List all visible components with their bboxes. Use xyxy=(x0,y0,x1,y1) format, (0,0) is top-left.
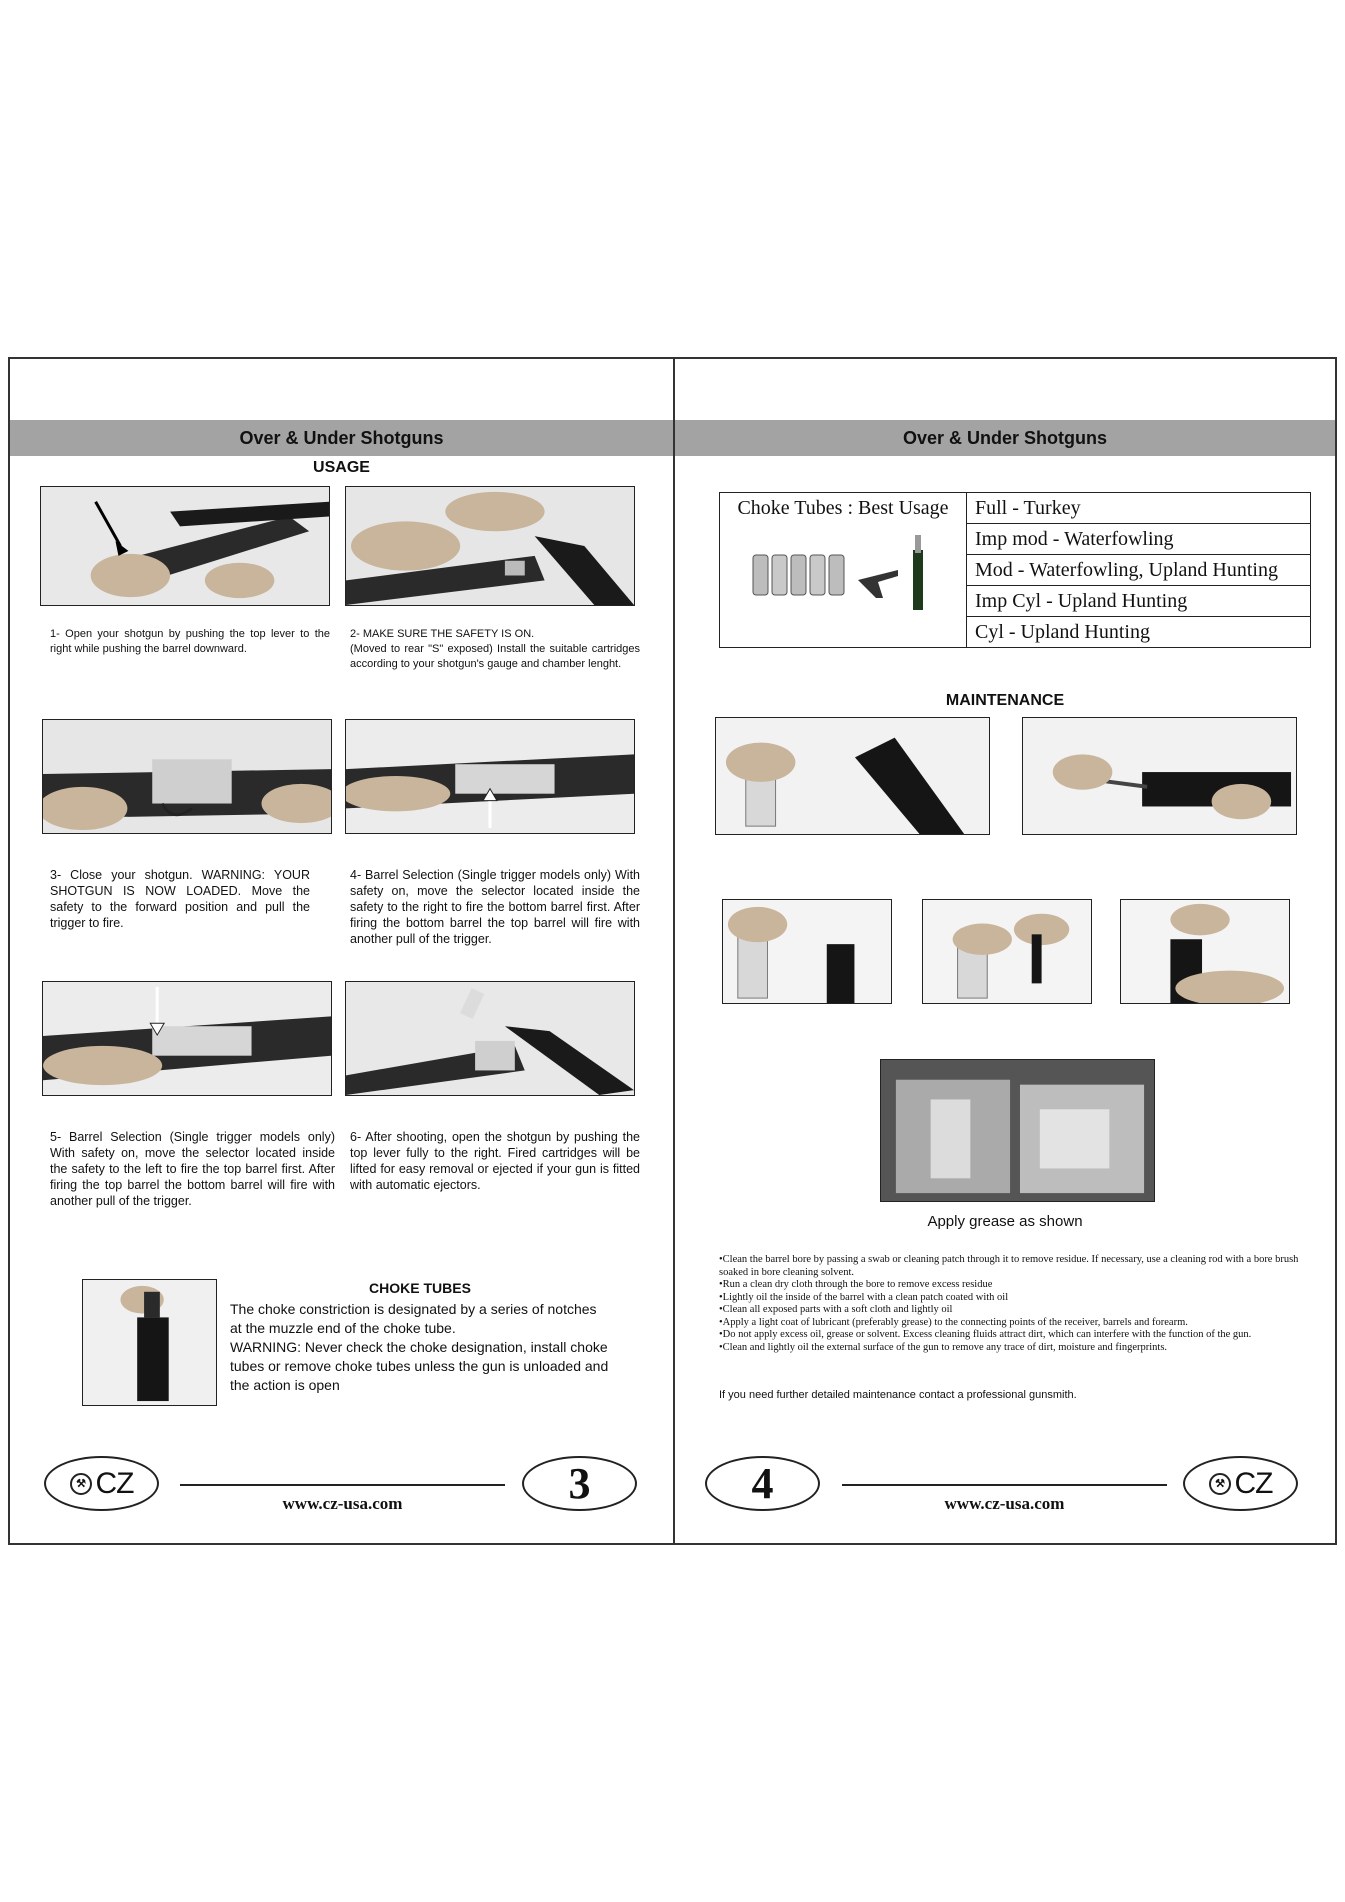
step-1-caption: 1- Open your shotgun by pushing the top lever to the right while pushing the barrel downward. xyxy=(50,628,330,655)
step-6-caption: 6- After shooting, open the shotgun by pushing the top lever fully to the right. Fired cartridges will be lifted for easy removal or ejected if your gun is fitted with automatic ejectors. xyxy=(350,1130,640,1192)
maintenance-photo-1 xyxy=(715,717,990,835)
maintenance-item: •Apply a light coat of lubricant (preferably grease) to the connecting points of the receiver, barrels and forearm. xyxy=(719,1316,1188,1328)
choke-table-label: Choke Tubes : Best Usage xyxy=(737,497,949,519)
grease-caption: Apply grease as shown xyxy=(927,1213,1083,1230)
step-2-caption: 2- MAKE SURE THE SAFETY IS ON. (Moved to rear "S" exposed) Install the suitable cartridges according to your shotgun's gauge and chamber lenght. xyxy=(350,628,640,670)
maintenance-photo-3 xyxy=(722,899,892,1004)
maintenance-photo-4 xyxy=(922,899,1092,1004)
maintenance-photo-2 xyxy=(1022,717,1297,835)
grease-photo xyxy=(880,1059,1155,1202)
receiver-grease-illustration xyxy=(881,1060,1154,1201)
choke-row: Mod - Waterfowling, Upland Hunting xyxy=(967,555,1311,586)
spray-barrels-illustration xyxy=(716,718,989,834)
page-right xyxy=(675,359,1335,1543)
shotgun-closed-illustration xyxy=(43,720,331,833)
maintenance-instructions xyxy=(719,1254,1319,1354)
choke-tubes-text: The choke constriction is designated by a series of notches at the muzzle end of the choke tube. WARNING: Never check the choke designation, install choke tubes or remove choke tubes unless the gun is unloaded and the action is open xyxy=(230,1301,609,1393)
cartridge-loading-illustration xyxy=(346,487,634,605)
step-3-photo xyxy=(42,719,332,834)
cz-logo-text: CZ xyxy=(95,1466,134,1500)
maintenance-title: MAINTENANCE xyxy=(945,692,1065,709)
step-1-photo xyxy=(40,486,330,606)
selector-right-illustration xyxy=(346,720,634,833)
maintenance-item: •Do not apply excess oil, grease or solvent. Excess cleaning fluids attract dirt, which can interfere with the function of the gun. xyxy=(719,1329,1252,1340)
choke-usage-table xyxy=(719,492,1311,648)
maintenance-item: •Clean the barrel bore by passing a swab or cleaning patch through it to remove residue. If necessary, use a cleaning rod with a bore brush soaked in bore cleaning solvent. xyxy=(719,1254,1299,1278)
footer-url: www.cz-usa.com xyxy=(282,1494,403,1513)
gunsmith-note: If you need further detailed maintenance contact a professional gunsmith. xyxy=(719,1389,1077,1401)
shotgun-open-illustration xyxy=(41,487,329,605)
cz-logo xyxy=(1183,1456,1298,1511)
cz-logo-text: CZ xyxy=(1234,1466,1273,1500)
choke-tubes-set-illustration xyxy=(738,520,948,615)
usage-title: USAGE xyxy=(313,459,370,476)
cz-emblem-icon: ⚒ xyxy=(1209,1473,1231,1495)
page-header: Over & Under Shotguns xyxy=(675,420,1335,456)
page-number: 4 xyxy=(751,1459,774,1508)
choke-tube-illustration xyxy=(83,1280,216,1405)
table-row xyxy=(720,493,1311,524)
oil-choke-illustration xyxy=(923,900,1091,1003)
step-3-caption: 3- Close your shotgun. WARNING: YOUR SHOTGUN IS NOW LOADED. Move the safety to the forward position and pull the trigger to fire. xyxy=(50,868,310,930)
choke-row: Full - Turkey xyxy=(967,493,1311,524)
brochure-spread xyxy=(8,357,1337,1545)
step-4-caption: 4- Barrel Selection (Single trigger models only) With safety on, move the selector located inside the safety to the right to fire the bottom barrel first. After firing the bottom barrel the top barrel will fire with another pull of the trigger. xyxy=(350,868,640,946)
maintenance-photo-5 xyxy=(1120,899,1290,1004)
maintenance-item: •Run a clean dry cloth through the bore to remove excess residue xyxy=(719,1279,993,1290)
cz-logo xyxy=(44,1456,159,1511)
maintenance-item: •Clean and lightly oil the external surface of the gun to remove any trace of dirt, moisture and fingerprints. xyxy=(719,1341,1168,1353)
cz-emblem-icon: ⚒ xyxy=(70,1473,92,1495)
maintenance-item: •Lightly oil the inside of the barrel with a clean patch coated with oil xyxy=(719,1291,1009,1303)
maintenance-item: •Clean all exposed parts with a soft cloth and lightly oil xyxy=(719,1304,953,1315)
footer-url: www.cz-usa.com xyxy=(944,1494,1065,1513)
spray-choke-illustration xyxy=(723,900,891,1003)
page-number-badge xyxy=(522,1456,637,1511)
choke-row: Imp mod - Waterfowling xyxy=(967,524,1311,555)
step-5-photo xyxy=(42,981,332,1096)
choke-label-cell xyxy=(720,493,967,648)
step-2-photo xyxy=(345,486,635,606)
step-6-photo xyxy=(345,981,635,1096)
page-header: Over & Under Shotguns xyxy=(10,420,673,456)
choke-row: Cyl - Upland Hunting xyxy=(967,617,1311,648)
footer-rule xyxy=(842,1484,1167,1486)
choke-tubes-title: CHOKE TUBES xyxy=(369,1280,471,1296)
choke-tube-photo xyxy=(82,1279,217,1406)
choke-row: Imp Cyl - Upland Hunting xyxy=(967,586,1311,617)
install-choke-illustration xyxy=(1121,900,1289,1003)
ejection-illustration xyxy=(346,982,634,1095)
choke-tubes-block xyxy=(230,1279,610,1395)
step-4-photo xyxy=(345,719,635,834)
cleaning-rod-illustration xyxy=(1023,718,1296,834)
page-number-badge xyxy=(705,1456,820,1511)
page-left xyxy=(10,359,673,1543)
footer-rule xyxy=(180,1484,505,1486)
step-5-caption: 5- Barrel Selection (Single trigger models only) With safety on, move the selector located inside the safety to the left to fire the top barrel first. After firing the top barrel the bottom barrel will fire with another pull of the trigger. xyxy=(50,1130,335,1208)
selector-left-illustration xyxy=(43,982,331,1095)
page-number: 3 xyxy=(568,1459,591,1508)
